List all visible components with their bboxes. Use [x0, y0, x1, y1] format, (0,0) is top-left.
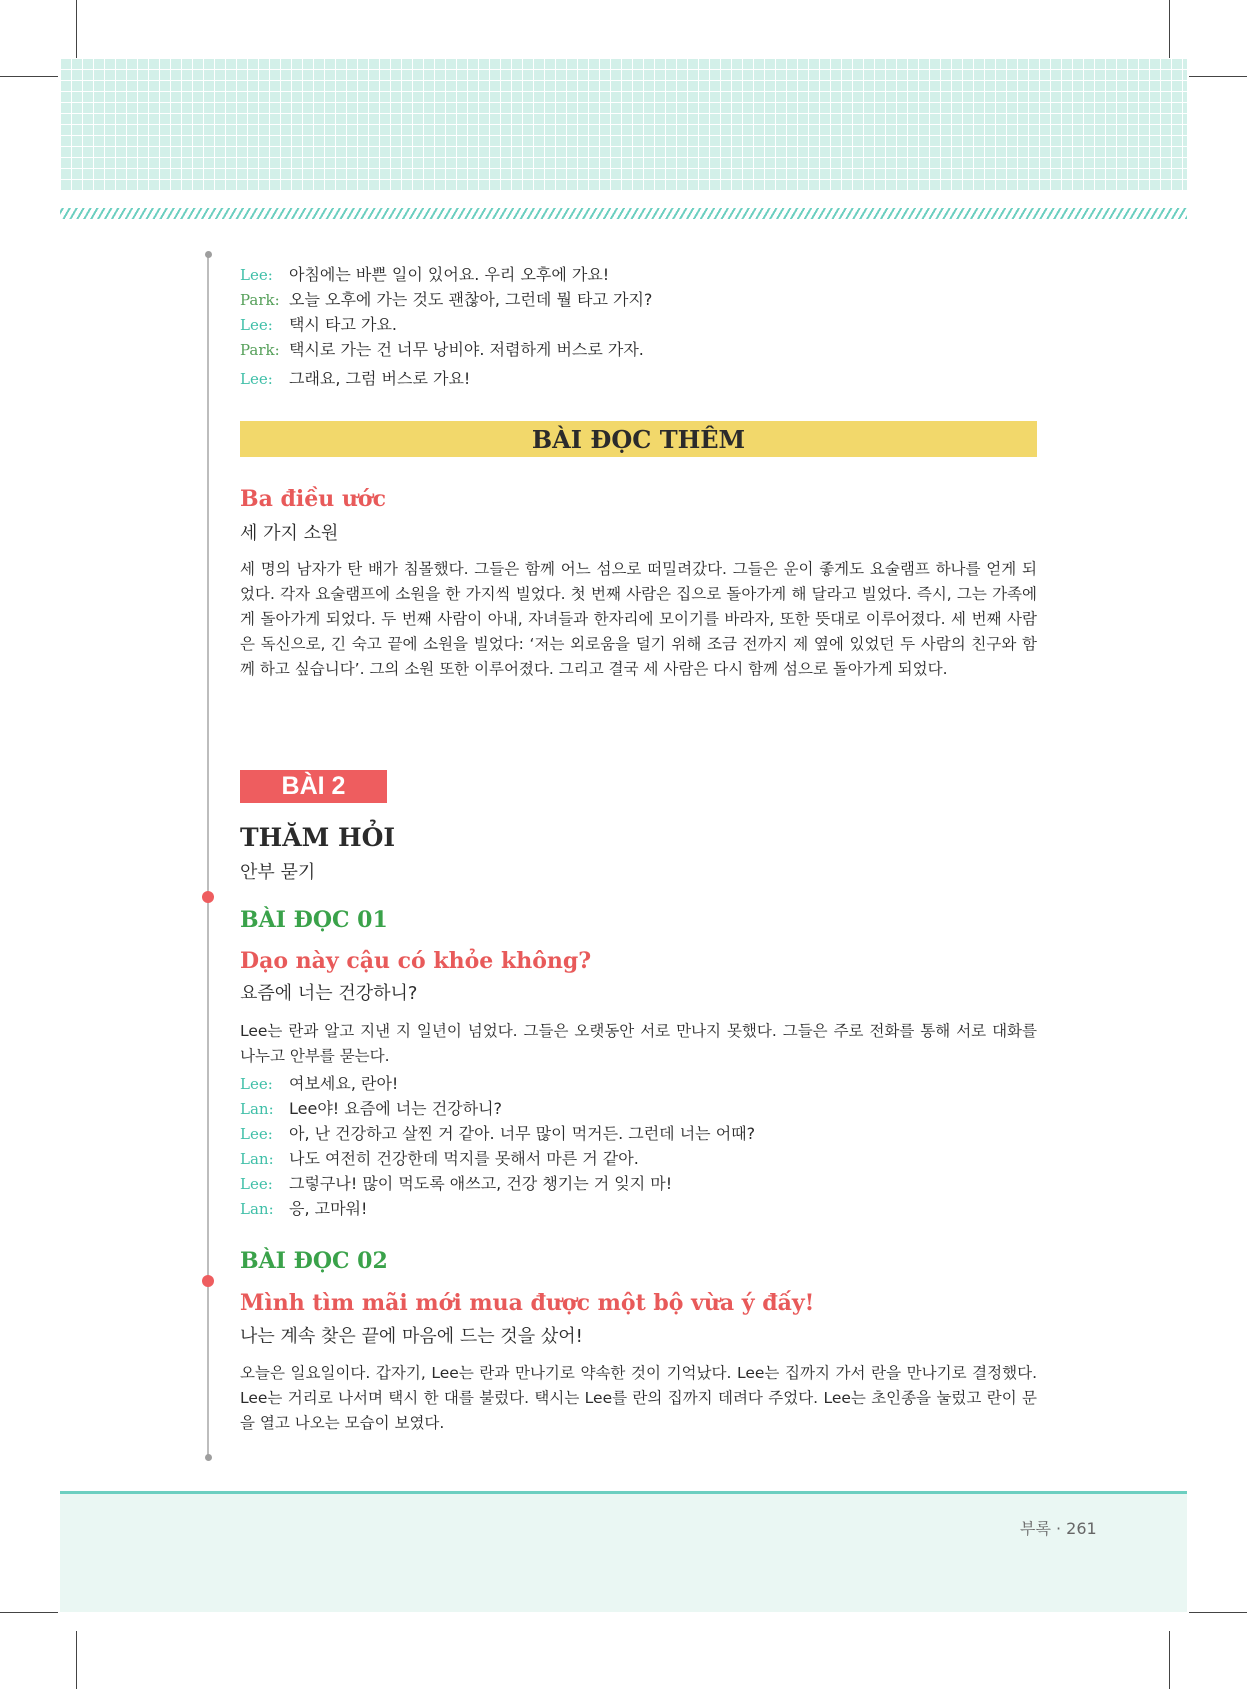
reading-title-ko: 나는 계속 찾은 끝에 마음에 드는 것을 샀어! — [240, 1326, 583, 1347]
dialogue-line — [240, 1146, 639, 1170]
dialogue-line — [240, 287, 652, 311]
speaker-label: Lee: — [240, 266, 273, 284]
speaker-label: Lee: — [240, 370, 273, 388]
dialogue-text: 그래요, 그럼 버스로 가요! — [289, 369, 471, 388]
reading-paragraph: Lee는 란과 알고 지낸 지 일년이 넘었다. 그들은 오랫동안 서로 만나지 못했다. 그들은 주로 전화를 통해 서로 대화를 나누고 안부를 묻는다. — [240, 1022, 1037, 1065]
crop-mark — [1169, 0, 1170, 58]
dialogue-line — [240, 1171, 672, 1195]
dialogue-text: 아침에는 바쁜 일이 있어요. 우리 오후에 가요! — [289, 265, 610, 284]
story-body — [240, 557, 1037, 682]
reading-title-ko: 요즘에 너는 건강하니? — [240, 983, 418, 1004]
timeline-marker — [202, 891, 214, 903]
dialogue-line — [240, 1096, 502, 1120]
timeline-marker — [202, 1275, 214, 1287]
story-paragraph: 세 명의 남자가 탄 배가 침몰했다. 그들은 함께 어느 섬으로 떠밀려갔다. 그들은 운이 좋게도 요술램프 하나를 얻게 되었다. 각자 요술램프에 소원을 한 가지씩 빌었다. 첫 번째 사람은 집으로 돌아가게 해 달라고 빌었다. 즉시, 그는 가족에게 돌아가게 되었다. 두 번째 사람이 아내, 자녀들과 한자리에 모이기를 바라자, 또한 뜻대로 이루어졌다. 세 번째 사람은 독신으로, 긴 숙고 끝에 소원을 빌었다: ‘저는 외로움을 덜기 위해 조금 전까지 제 옆에 있었던 두 사람의 친구와 함께 하고 싶습니다’. 그의 소원 또한 이루어졌다. 그리고 결국 세 사람은 다시 함께 섬으로 돌아가게 되었다. — [240, 560, 1037, 678]
crop-mark — [76, 0, 77, 58]
speaker-label: Park: — [240, 291, 280, 309]
crop-mark — [0, 76, 58, 77]
speaker-label: Lan: — [240, 1100, 274, 1118]
page-number: 부록 · 261 — [1020, 1519, 1097, 1538]
dialogue-text: 택시로 가는 건 너무 낭비야. 저렴하게 버스로 가자. — [289, 340, 644, 359]
speaker-label: Lan: — [240, 1150, 274, 1168]
dialogue-text: 오늘 오후에 가는 것도 괜찮아, 그런데 뭘 타고 가지? — [289, 290, 653, 309]
dialogue-line — [240, 1196, 367, 1220]
lesson-title-ko: 안부 묻기 — [240, 862, 316, 883]
extra-reading-banner: BÀI ĐỌC THÊM — [240, 421, 1037, 457]
header-hatch-stripe — [60, 208, 1187, 219]
reading-intro — [240, 1019, 1037, 1069]
dialogue-text: 택시 타고 가요. — [289, 315, 397, 334]
dialogue-line — [240, 366, 470, 390]
crop-mark — [1189, 76, 1247, 77]
crop-mark — [1169, 1631, 1170, 1689]
dialogue-line — [240, 1071, 398, 1095]
speaker-label: Lan: — [240, 1200, 274, 1218]
speaker-label: Park: — [240, 341, 280, 359]
dialogue-line — [240, 337, 644, 361]
dialogue-text: 그렇구나! 많이 먹도록 애쓰고, 건강 챙기는 거 잊지 마! — [289, 1174, 673, 1193]
lesson-badge: BÀI 2 — [240, 770, 387, 803]
reading-paragraph: 오늘은 일요일이다. 갑자기, Lee는 란과 만나기로 약속한 것이 기억났다. Lee는 집까지 가서 란을 만나기로 결정했다. Lee는 거리로 나서며 택시 한 대를 불렀다. 택시는 Lee를 란의 집까지 데려다 주었다. Lee는 초인종을 눌렀고 란이 문을 열고 나오는 모습이 보였다. — [240, 1364, 1037, 1432]
lesson-title-vi: THĂM HỎI — [240, 823, 396, 852]
dialogue-text: 응, 고마워! — [289, 1199, 368, 1218]
story-title-ko: 세 가지 소원 — [240, 523, 339, 544]
reading-title-vi: Mình tìm mãi mới mua được một bộ vừa ý đấy! — [240, 1290, 815, 1316]
crop-mark — [76, 1631, 77, 1689]
dialogue-text: 아, 난 건강하고 살찐 거 같아. 너무 많이 먹거든. 그런데 너는 어때? — [289, 1124, 756, 1143]
dialogue-text: 여보세요, 란아! — [289, 1074, 399, 1093]
dialogue-line — [240, 1121, 755, 1145]
speaker-label: Lee: — [240, 1075, 273, 1093]
dialogue-text: 나도 여전히 건강한데 먹지를 못해서 마른 거 같아. — [289, 1149, 639, 1168]
reading-heading: BÀI ĐỌC 01 — [240, 907, 388, 933]
crop-mark — [1189, 1612, 1247, 1613]
speaker-label: Lee: — [240, 1175, 273, 1193]
dialogue-text: Lee야! 요즘에 너는 건강하니? — [289, 1099, 503, 1118]
speaker-label: Lee: — [240, 1125, 273, 1143]
timeline-dot — [205, 251, 212, 258]
speaker-label: Lee: — [240, 316, 273, 334]
header-grid-band — [60, 58, 1187, 191]
reading-title-vi: Dạo này cậu có khỏe không? — [240, 948, 592, 974]
dialogue-line — [240, 262, 609, 286]
timeline-dot — [205, 1454, 212, 1461]
footer-band — [60, 1494, 1187, 1612]
reading-heading: BÀI ĐỌC 02 — [240, 1248, 388, 1274]
story-title-vi: Ba điều ước — [240, 486, 386, 512]
dialogue-line — [240, 312, 397, 336]
crop-mark — [0, 1612, 58, 1613]
reading-body — [240, 1361, 1037, 1436]
